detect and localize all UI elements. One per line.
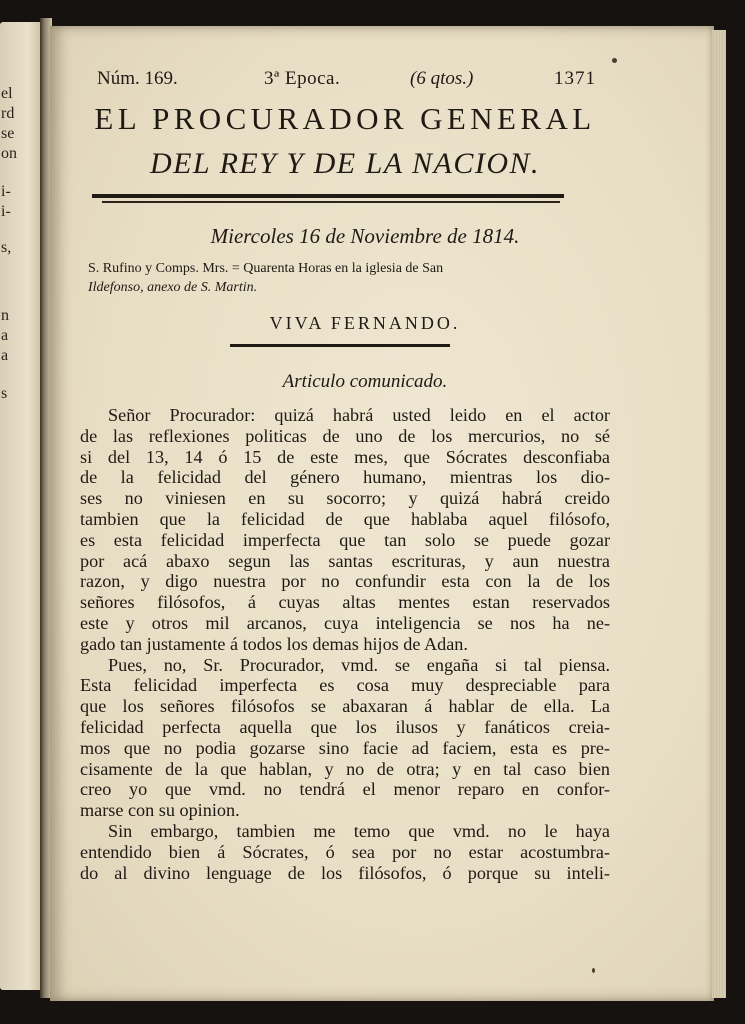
article-body xyxy=(80,405,610,883)
article-line: si del 13, 14 ó 15 de este mes, que Sócrates desconfiaba xyxy=(80,446,610,467)
article-line: señores filósofos, á cuyas altas mentes estan reservados xyxy=(80,592,610,613)
saints-of-the-day xyxy=(80,259,610,297)
left-page-fragment: n xyxy=(1,307,9,324)
issue-date: Miercoles 16 de Noviembre de 1814. xyxy=(210,224,520,249)
article-line: razon, y digo nuestra por no confundir esta con la de los xyxy=(80,571,610,592)
issue-number: Núm. 169. xyxy=(97,68,178,89)
saints-line: S. Rufino y Comps. Mrs. = Quarenta Horas en la iglesia de San xyxy=(88,261,444,277)
masthead-title: EL PROCURADOR GENERAL xyxy=(94,101,596,136)
page-number: 1371 xyxy=(554,68,596,89)
ink-speck xyxy=(592,968,595,973)
left-page-fragment: s, xyxy=(1,239,12,256)
left-page-fragment: a xyxy=(1,347,9,364)
article-line: de la felicidad del género humano, mientras los dio- xyxy=(80,467,610,488)
article-line: felicidad perfecta aquella que los ilusos y fanáticos creia- xyxy=(80,717,610,738)
article-line: Esta felicidad imperfecta es cosa muy despreciable para xyxy=(80,675,610,696)
article-line: do al divino lenguage de los filósofos, ó porque su inteli- xyxy=(80,862,610,883)
left-page-fragment: i- xyxy=(1,183,11,200)
motto-rule xyxy=(230,344,450,347)
article-line: marse con su opinion. xyxy=(80,800,240,821)
motto: VIVA FERNANDO. xyxy=(269,313,461,334)
article-line: creo yo que vmd. no tendrá el menor reparo en confor- xyxy=(80,779,610,800)
article-line: de las reflexiones politicas de uno de los mercurios, no sé xyxy=(80,425,610,446)
article-line: ses no viniesen en su socorro; y quizá habrá creido xyxy=(80,488,610,509)
left-page-fragment: a xyxy=(1,327,9,344)
left-page-fragment: i- xyxy=(1,203,11,220)
article-line: que los señores filósofos se abaxaran á hablar de ella. La xyxy=(80,696,610,717)
left-page-fragment: s xyxy=(1,385,8,402)
article-line: Sin embargo, tambien me temo que vmd. no le haya xyxy=(108,821,610,842)
article-line: por acá abaxo segun las santas escrituras, y aun nuestra xyxy=(80,550,610,571)
article-line: cisamente de la que hablan, y no de otra; y en tal caso bien xyxy=(80,758,610,779)
article-line: mos que no podia gozarse sino facie ad faciem, esta es pre- xyxy=(80,737,610,758)
article-line: este y otros mil arcanos, cuya inteligencia se nos ha ne- xyxy=(80,613,610,634)
thick-rule xyxy=(92,194,564,198)
left-page-fragment: rd xyxy=(1,105,15,122)
article-line: Pues, no, Sr. Procurador, vmd. se engaña si tal piensa. xyxy=(108,654,610,675)
left-page-fragment: el xyxy=(1,85,13,102)
left-page-fragment: on xyxy=(1,145,17,162)
article-line: es esta felicidad imperfecta que tan solo se puede gozar xyxy=(80,529,610,550)
thin-rule xyxy=(102,201,560,203)
article-line: entendido bien á Sócrates, ó sea por no estar acostumbra- xyxy=(80,841,610,862)
ink-speck xyxy=(612,58,617,63)
article-title: Articulo comunicado. xyxy=(282,371,448,393)
page-stack-edge xyxy=(712,30,726,998)
previous-page-edge xyxy=(0,22,40,990)
article-line: tambien que la felicidad de que hablaba aquel filósofo, xyxy=(80,509,610,530)
masthead-subtitle: DEL REY Y DE LA NACION. xyxy=(149,147,541,181)
page-content xyxy=(80,60,610,883)
running-header xyxy=(80,60,610,96)
epoch-label: 3ª Epoca. xyxy=(264,68,341,89)
masthead-rule xyxy=(92,194,564,204)
left-page-fragment: se xyxy=(1,125,15,142)
article-line: Señor Procurador: quizá habrá usted leido en el actor xyxy=(108,405,610,426)
price-label: (6 qtos.) xyxy=(410,68,474,89)
saints-line: Ildefonso, anexo de S. Martin. xyxy=(88,280,258,296)
article-line: gado tan justamente á todos los demas hijos de Adan. xyxy=(80,633,468,654)
